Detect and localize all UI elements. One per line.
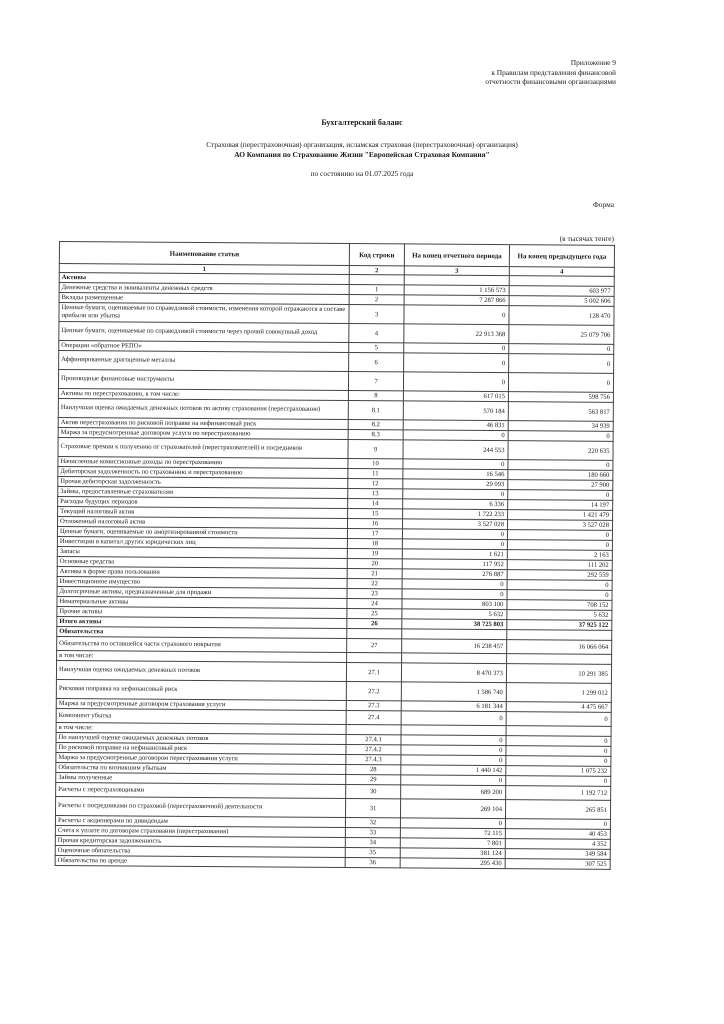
- row-code: 2: [349, 295, 404, 305]
- row-name: Инвестиционное имущество: [57, 576, 347, 588]
- row-name: Денежные средства и эквиваленты денежных средств: [59, 283, 349, 295]
- row-name: Рисковая поправка на нефинансовый риск: [56, 679, 346, 700]
- value-current: 269 104: [400, 799, 505, 819]
- value-previous: 4 352: [505, 839, 610, 850]
- appendix-line: Приложение 9: [570, 58, 616, 67]
- row-name: Маржа за предусмотренные договором услуги по перестрахованию: [58, 427, 348, 439]
- row-code: 15: [348, 509, 403, 519]
- row-name: Операции «обратное РЕПО»: [59, 341, 349, 353]
- row-code: 36: [345, 858, 400, 868]
- appendix-note: [485, 58, 616, 87]
- value-previous: 180 660: [508, 470, 613, 481]
- value-current: 1 156 573: [404, 285, 509, 296]
- row-name: Основные средства: [57, 556, 347, 568]
- value-previous: 2 163: [507, 550, 612, 561]
- row-code: 31: [345, 799, 400, 818]
- row-code: 27.4.2: [346, 745, 401, 755]
- row-code: 27.1: [346, 663, 401, 682]
- row-name: Инвестиции в капитал других юридических лиц: [57, 536, 347, 548]
- value-current: 7 801: [400, 838, 505, 849]
- row-name: Маржа за предусмотренные договором перестрахования услуги: [56, 752, 346, 764]
- value-current: 244 553: [403, 440, 508, 460]
- value-previous: 10 291 385: [506, 664, 611, 684]
- row-code: 8: [348, 391, 403, 401]
- row-name: Расходы будущих периодов: [58, 496, 348, 508]
- value-previous: 0: [509, 344, 614, 355]
- value-current: 0: [401, 711, 506, 726]
- value-previous: 1 421 479: [508, 510, 613, 521]
- value-current: 7 287 866: [404, 295, 509, 306]
- value-current: 38 725 803: [402, 619, 507, 630]
- row-name: Обязательства по аренде: [55, 855, 345, 867]
- row-name: Производные финансовые инструменты: [58, 370, 348, 391]
- value-previous: 14 197: [508, 500, 613, 511]
- row-code: 27.2: [346, 682, 401, 701]
- appendix-line: к Правилам представления финансовой: [491, 67, 616, 77]
- row-name: Займы полученные: [56, 772, 346, 784]
- value-previous: 603 977: [509, 286, 614, 297]
- column-number: 4: [509, 267, 614, 277]
- row-name: Активы по перестрахованию, в том числе:: [58, 388, 348, 400]
- row-code: 17: [347, 529, 402, 539]
- row-code: 10: [348, 459, 403, 469]
- row-name: Ценные бумаги, оцениваемые по справедливой стоимости, изменения которой отражаются в составе прибыли или убытка: [59, 303, 349, 324]
- value-current: 0: [403, 459, 508, 470]
- value-previous: 708 152: [507, 600, 612, 611]
- row-name: Текущий налоговый актив: [58, 506, 348, 518]
- row-code: 23: [347, 589, 402, 599]
- row-code: 27.3: [346, 701, 401, 711]
- row-code: 27: [347, 639, 402, 653]
- value-previous: 0: [506, 776, 611, 787]
- value-previous: 0: [506, 746, 611, 757]
- value-current: 3 527 028: [402, 519, 507, 530]
- row-code: 7: [348, 372, 403, 391]
- document-title: Бухгалтерский баланс: [321, 118, 403, 127]
- value-current: 16 238 457: [402, 639, 507, 654]
- value-previous: 0: [507, 590, 612, 601]
- row-code: 3: [349, 305, 404, 324]
- value-current: 0: [400, 818, 505, 829]
- value-current: 16 546: [403, 469, 508, 480]
- value-current: 617 015: [403, 391, 508, 402]
- row-code: 27.4.3: [346, 755, 401, 765]
- row-name: Итого активы: [57, 616, 347, 628]
- value-previous: 128 470: [509, 306, 614, 326]
- value-current: 46 831: [403, 420, 508, 431]
- units-note: (в тысячах тенге): [559, 234, 614, 243]
- form-label: Форма: [592, 200, 614, 209]
- value-current: 6 336: [403, 499, 508, 510]
- row-name: Компонент убытка: [56, 708, 346, 724]
- row-name: Расчеты с посредниками по страховой (перестраховочной) деятельности: [55, 796, 345, 817]
- row-name: Активы в форме права пользования: [57, 566, 347, 578]
- value-current: 5 632: [402, 609, 507, 620]
- row-name: Актив перестрахования по рисковой поправке на нефинансовый риск: [58, 417, 348, 429]
- row-name: Маржа за предусмотренные договором страхования услуги: [56, 698, 346, 710]
- row-code: 19: [347, 549, 402, 559]
- row-code: 24: [347, 599, 402, 609]
- row-code: 14: [348, 499, 403, 509]
- value-previous: 40 453: [505, 829, 610, 840]
- value-current: 0: [402, 589, 507, 600]
- value-previous: 0: [508, 460, 613, 471]
- value-current: 117 952: [402, 559, 507, 570]
- row-name: Аффинированные драгоценные металлы: [59, 351, 349, 372]
- row-name: Долгосрочные активы, предназначенные для продажи: [57, 586, 347, 598]
- value-previous: 5 632: [507, 610, 612, 621]
- value-previous: 563 817: [508, 402, 613, 422]
- row-code: 35: [345, 848, 400, 858]
- row-name: Счета к уплате по договорам страхования (перестрахования): [55, 825, 345, 837]
- value-previous: 0: [508, 490, 613, 501]
- row-name: Оценочные обязательства: [55, 845, 345, 857]
- column-header-previous: На конец предыдущего года: [509, 245, 614, 268]
- value-previous: 5 002 606: [509, 296, 614, 307]
- value-current: 72 115: [400, 828, 505, 839]
- row-name: Активы: [59, 273, 349, 285]
- balance-sheet-table: [55, 241, 615, 870]
- value-previous: 292 559: [507, 570, 612, 581]
- value-current: 0: [404, 305, 509, 325]
- value-current: 29 093: [403, 479, 508, 490]
- row-code: 8.3: [348, 430, 403, 440]
- value-previous: 0: [505, 819, 610, 830]
- value-previous: 16 066 064: [507, 640, 612, 655]
- value-previous: 25 079 706: [509, 325, 614, 345]
- value-current: 0: [401, 755, 506, 766]
- value-previous: 349 584: [505, 849, 610, 860]
- row-name: Займы, предоставленные страхователям: [58, 486, 348, 498]
- value-current: 22 913 368: [404, 324, 509, 344]
- row-code: 16: [347, 519, 402, 529]
- row-name: Начисленные комиссионные доходы по перестрахованию: [58, 456, 348, 468]
- row-code: 5: [349, 343, 404, 353]
- value-current: 0: [403, 430, 508, 441]
- value-current: 381 124: [400, 848, 505, 859]
- value-previous: 220 635: [508, 441, 613, 461]
- value-previous: 0: [508, 373, 613, 393]
- value-current: 0: [404, 353, 509, 373]
- row-code: 12: [348, 479, 403, 489]
- value-previous: 4 475 667: [506, 702, 611, 713]
- row-code: 27.4.1: [346, 735, 401, 745]
- row-code: [347, 653, 402, 663]
- row-name: Страховые премии к получению от страхователей (перестрахователей) и посредников: [58, 437, 348, 458]
- value-previous: 3 527 028: [507, 520, 612, 531]
- value-previous: 598 756: [508, 392, 613, 403]
- value-previous: 1 192 712: [506, 786, 611, 801]
- value-previous: 0: [509, 354, 614, 374]
- value-previous: 0: [506, 712, 611, 727]
- column-header-name: Наименование статьи: [59, 242, 349, 266]
- value-current: 0: [404, 343, 509, 354]
- row-code: [347, 629, 402, 639]
- row-code: 25: [347, 609, 402, 619]
- row-code: 26: [347, 619, 402, 629]
- row-code: 27.4: [346, 711, 401, 725]
- value-current: 1 440 142: [401, 765, 506, 776]
- row-name: По наилучшей оценке ожидаемых денежных потоков: [56, 732, 346, 744]
- row-code: 33: [345, 828, 400, 838]
- row-code: 29: [346, 775, 401, 785]
- value-previous: 37 925 122: [507, 620, 612, 631]
- row-code: 6: [349, 353, 404, 372]
- row-name: По рисковой поправке на нефинансовый риск: [56, 742, 346, 754]
- row-name: Наилучшая оценка ожидаемых денежных потоков: [56, 660, 346, 681]
- value-previous: 0: [507, 580, 612, 591]
- row-name: Обязательства по возникшим убыткам: [56, 762, 346, 774]
- row-name: Вклады размещенные: [59, 293, 349, 305]
- value-previous: 0: [508, 431, 613, 442]
- value-current: 1 722 233: [403, 509, 508, 520]
- row-code: 9: [348, 440, 403, 459]
- row-code: [346, 725, 401, 735]
- value-current: 0: [402, 529, 507, 540]
- value-previous: 307 525: [505, 859, 610, 870]
- row-name: Обязательства по оставшейся части страхового покрытия: [57, 636, 347, 652]
- row-code: 32: [345, 818, 400, 828]
- row-name: Дебиторская задолженность по страхованию и перестрахованию: [58, 466, 348, 478]
- row-name: Расчеты с акционерами по дивидендам: [55, 815, 345, 827]
- row-code: 11: [348, 469, 403, 479]
- value-current: 276 887: [402, 569, 507, 580]
- row-name: Расчеты с перестраховщиками: [56, 782, 346, 798]
- row-code: 22: [347, 579, 402, 589]
- row-name: Отложенный налоговый актив: [58, 516, 348, 528]
- column-header-current: На конец отчетного периода: [404, 244, 509, 267]
- value-current: 0: [403, 372, 508, 392]
- value-current: 689 200: [401, 785, 506, 800]
- value-current: 0: [403, 489, 508, 500]
- value-current: 295 430: [400, 858, 505, 869]
- appendix-line: отчетности финансовыми организациями: [485, 77, 616, 87]
- value-current: 0: [402, 579, 507, 590]
- row-code: 30: [346, 785, 401, 799]
- row-name: Запасы: [57, 546, 347, 558]
- value-current: 570 184: [403, 401, 508, 421]
- value-current: 803 100: [402, 599, 507, 610]
- value-current: 0: [402, 539, 507, 550]
- row-code: 18: [347, 539, 402, 549]
- report-date: по состоянию на 01.07.2025 года: [310, 169, 414, 178]
- value-previous: 265 851: [505, 800, 610, 820]
- row-code: 8.1: [348, 401, 403, 420]
- column-number: 1: [59, 264, 349, 275]
- value-current: 0: [401, 735, 506, 746]
- value-current: 6 181 344: [401, 701, 506, 712]
- row-name: Прочие активы: [57, 606, 347, 618]
- row-code: 1: [349, 285, 404, 295]
- row-code: 34: [345, 838, 400, 848]
- column-header-code: Код строки: [349, 244, 404, 266]
- value-current: 1 586 740: [401, 682, 506, 702]
- row-name: Прочая дебиторская задолженность: [58, 476, 348, 488]
- row-name: Ценные бумаги, оцениваемые по амортизированной стоимости: [57, 526, 347, 538]
- value-previous: 34 939: [508, 421, 613, 432]
- row-name: Обязательства: [57, 626, 347, 638]
- value-previous: 0: [507, 530, 612, 541]
- row-name: в том числе:: [56, 722, 346, 734]
- row-name: Наилучшая оценка ожидаемых денежных потоков по активу страхования (перестрахования): [58, 398, 348, 419]
- row-name: Ценные бумаги, оцениваемые по справедливой стоимости через прочий совокупный доход: [59, 322, 349, 343]
- row-code: 4: [349, 324, 404, 343]
- row-code: [349, 275, 404, 285]
- row-code: 21: [347, 569, 402, 579]
- row-name: Нематериальные активы: [57, 596, 347, 608]
- value-previous: 1 299 012: [506, 683, 611, 703]
- value-previous: 111 202: [507, 560, 612, 571]
- organization-type: Страховая (перестраховочная) организация, исламская страховая (перестраховочная) организация): [206, 140, 518, 149]
- value-previous: 0: [507, 540, 612, 551]
- value-previous: 0: [506, 736, 611, 747]
- row-code: 13: [348, 489, 403, 499]
- column-number: 3: [404, 266, 509, 276]
- value-current: 0: [401, 745, 506, 756]
- value-current: 8 470 373: [401, 663, 506, 683]
- row-code: 20: [347, 559, 402, 569]
- column-number: 2: [349, 266, 404, 275]
- organization-name: АО Компания по Страхованию Жизни "Европейская Страховая Компания": [234, 150, 490, 159]
- value-current: 0: [401, 775, 506, 786]
- row-name: в том числе:: [57, 650, 347, 662]
- value-previous: 27 900: [508, 480, 613, 491]
- row-name: Прочая кредиторская задолженность: [55, 835, 345, 847]
- value-previous: 0: [506, 756, 611, 767]
- row-code: 8.2: [348, 420, 403, 430]
- value-current: 1 621: [402, 549, 507, 560]
- value-previous: 1 075 232: [506, 766, 611, 777]
- row-code: 28: [346, 765, 401, 775]
